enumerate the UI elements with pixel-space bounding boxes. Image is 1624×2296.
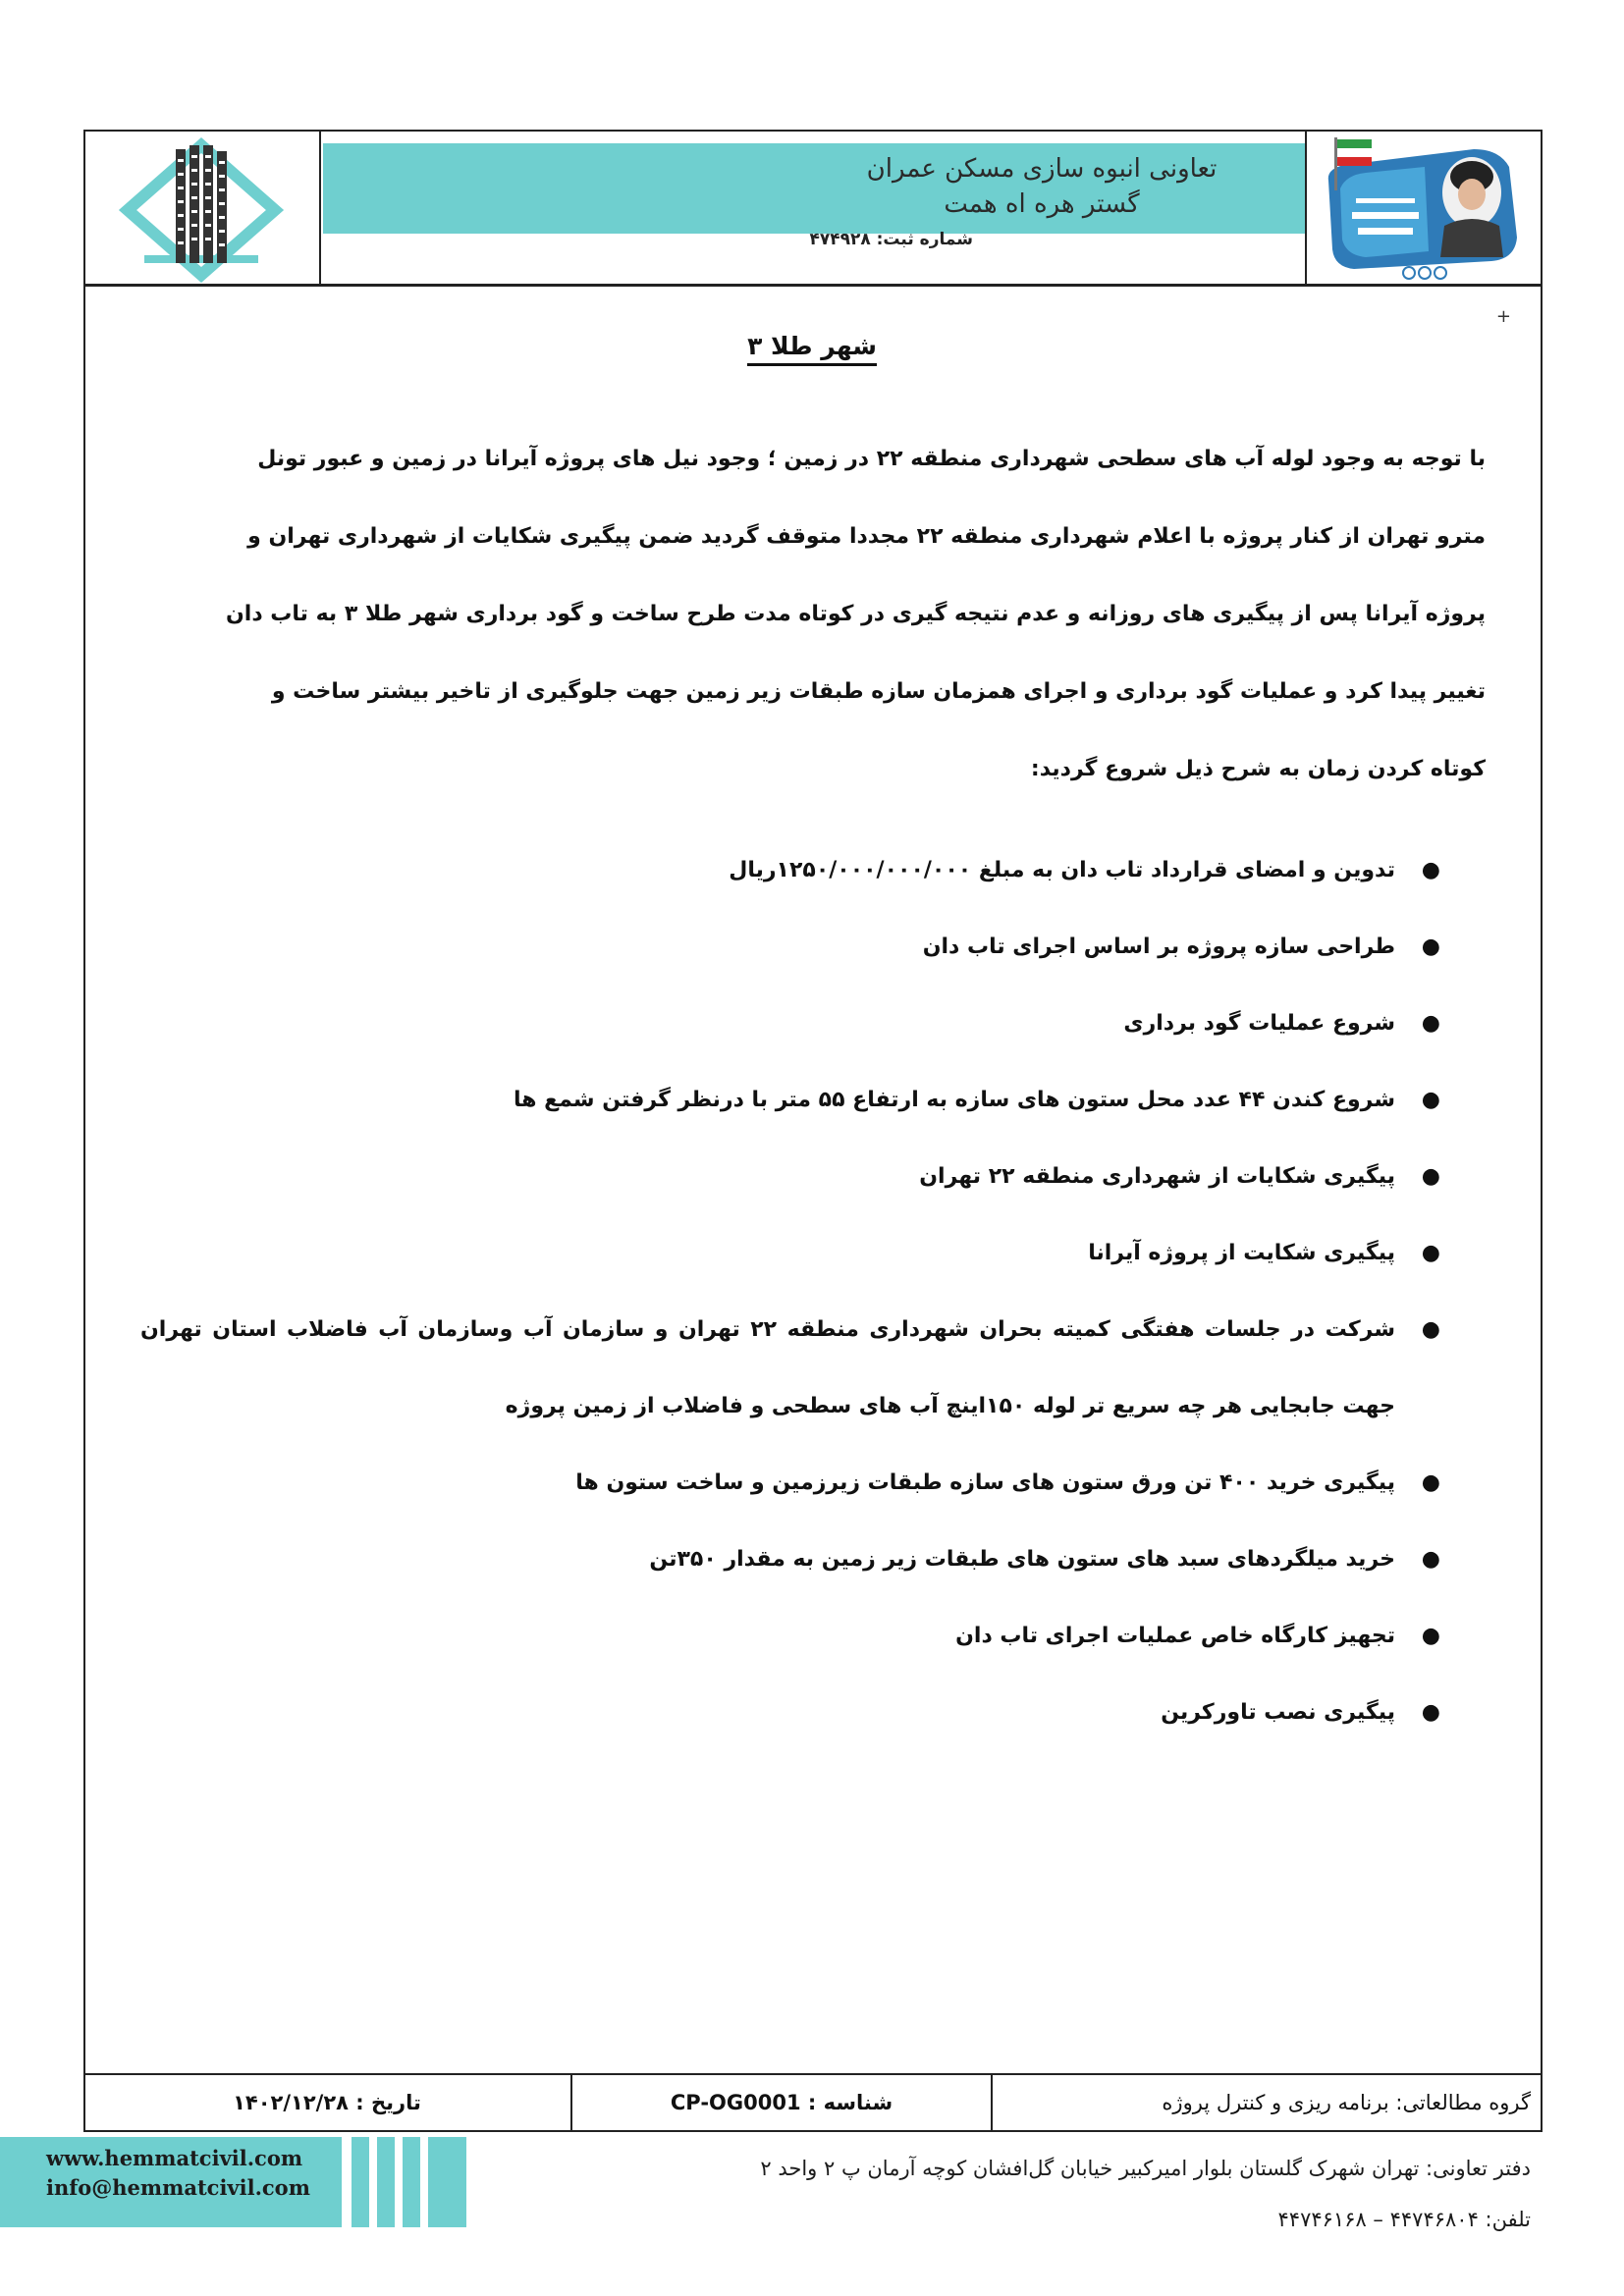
list-item: ● پیگیری شکایات از شهرداری منطقه ۲۲ تهران (140, 1139, 1395, 1215)
list-item: ● شرکت در جلسات هفتگی کمیته بحران شهرداری منطقه ۲۲ تهران و سازمان آب وسازمان آب فاضلاب استان تهران جهت جابجایی هر چه سریع تر لوله ۱۵۰اینچ آب های سطحی و فاضلاب از زمین پروژه (140, 1292, 1395, 1445)
footer-info-table (83, 2073, 1543, 2130)
cooperative-name-line1: تعاونی انبوه سازی مسکن عمران (866, 154, 1218, 184)
paragraph-line: با توجه به وجود لوله آب های سطحی شهرداری منطقه ۲۲ در زمین ؛ وجود نیل های پروژه آیرانا در زمین و عبور تونل (257, 447, 1486, 471)
bullet-dot-icon: ● (1421, 1241, 1440, 1265)
list-item: ● پیگیری شکایت از پروژه آیرانا (140, 1215, 1395, 1292)
study-group-label: گروه مطالعاتی: برنامه ریزی و کنترل پروژه (1162, 2091, 1531, 2114)
bullet-dot-icon: ● (1421, 1700, 1440, 1725)
letterhead (83, 130, 1543, 287)
list-item: ● شروع عملیات گود برداری (140, 986, 1395, 1062)
email-link[interactable]: info@hemmatcivil.com (46, 2175, 310, 2200)
list-item: ● پیگیری خرید ۴۰۰ تن ورق ستون های سازه طبقات زیرزمین و ساخت ستون ها (140, 1445, 1395, 1522)
bullet-dot-icon: ● (1421, 1011, 1440, 1036)
bullet-dot-icon: ● (1421, 858, 1440, 882)
list-item: ● شروع کندن ۴۴ عدد محل ستون های سازه به ارتفاع ۵۵ متر با درنظر گرفتن شمع ها (140, 1062, 1395, 1139)
list-item: ● پیگیری نصب تاورکرین (140, 1675, 1395, 1751)
document-title (0, 332, 1624, 360)
bullet-dot-icon: ● (1421, 934, 1440, 959)
page-mark: + (1495, 306, 1511, 327)
registration-number: شماره ثبت: ۴۷۴۹۲۸ (809, 230, 973, 249)
list-item: ● خرید میلگردهای سبد های ستون های طبقات زیر زمین به مقدار ۳۵۰تن (140, 1522, 1395, 1598)
bullet-dot-icon: ● (1421, 1547, 1440, 1572)
paragraph-line: پروژه آیرانا پس از پیگیری های روزانه و عدم نتیجه گیری در کوتاه مدت طرح ساخت و گود برداری شهر طلا ۳ به تاب دان (226, 602, 1486, 626)
bullet-dot-icon: ● (1421, 1164, 1440, 1189)
paragraph-line: تغییر پیدا کرد و عملیات گود برداری و اجرای همزمان سازه طبقات زیر زمین جهت جلوگیری از تاخیر بیشتر ساخت و (271, 679, 1486, 704)
document-title-text: شهر طلا ۳ (747, 332, 877, 366)
intro-paragraph (140, 420, 1486, 808)
year-slogan-cell (1305, 130, 1543, 284)
list-item: ● تجهیز کارگاه خاص عملیات اجرای تاب دان (140, 1598, 1395, 1675)
building-logo-icon (83, 130, 319, 283)
list-item: ● طراحی سازه پروژه بر اساس اجرای تاب دان (140, 909, 1395, 986)
cooperative-name-line2: گستر هره اه همت (944, 189, 1140, 219)
website-link[interactable]: www.hemmatcivil.com (46, 2146, 303, 2170)
bullet-dot-icon: ● (1421, 1317, 1440, 1342)
action-list (140, 832, 1440, 1751)
office-address: دفتر تعاونی: تهران شهرک گلستان بلوار امیرکبیر خیابان گل‌افشان کوچه آرمان پ ۲ واحد ۲ (760, 2157, 1531, 2180)
bullet-dot-icon: ● (1421, 1088, 1440, 1112)
paragraph-line: کوتاه کردن زمان به شرح ذیل شروع گردید: (1030, 757, 1486, 781)
cooperative-name (786, 151, 1297, 222)
paragraph-line: مترو تهران از کنار پروژه با اعلام شهرداری منطقه ۲۲ مجددا متوقف گردید ضمن پیگیری شکایات از شهرداری تهران و (247, 524, 1486, 549)
document-code: شناسه : CP-OG0001 (570, 2075, 993, 2130)
document-date: تاریخ : ۱۴۰۲/۱۲/۲۸ (233, 2091, 421, 2114)
year-slogan-emblem-icon (1307, 130, 1543, 283)
bullet-dot-icon: ● (1421, 1624, 1440, 1648)
phone-numbers: تلفن: ۴۴۷۴۶۸۰۴ – ۴۴۷۴۶۱۶۸ (1277, 2208, 1531, 2231)
list-item: ● تدوین و امضای قرارداد تاب دان به مبلغ ۱۲۵۰/۰۰۰/۰۰۰/۰۰۰ریال (140, 832, 1395, 909)
company-logo-cell (83, 130, 321, 284)
bullet-dot-icon: ● (1421, 1470, 1440, 1495)
